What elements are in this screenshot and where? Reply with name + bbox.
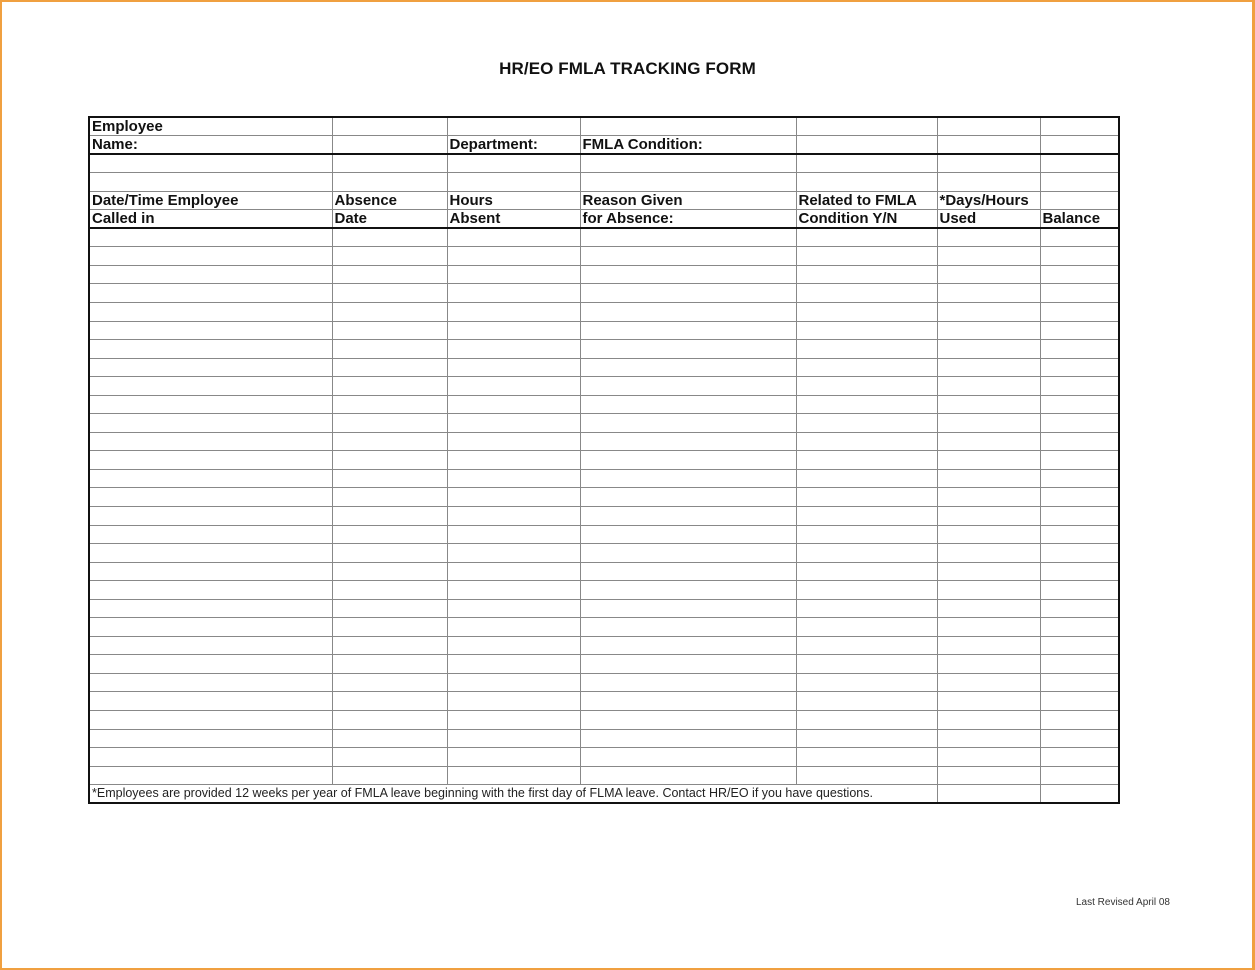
days-hours-used-cell[interactable] [937, 692, 1040, 711]
header-hours-absent: Hours [447, 191, 580, 210]
related-to-fmla-cell[interactable] [796, 673, 937, 692]
table-row [89, 562, 1119, 581]
balance-cell[interactable] [1040, 636, 1119, 655]
absence-date-cell[interactable] [332, 302, 447, 321]
days-hours-used-cell[interactable] [937, 414, 1040, 433]
related-to-fmla-cell[interactable] [796, 599, 937, 618]
header-days-hours-used: *Days/Hours [937, 191, 1040, 210]
absence-date-cell[interactable] [332, 766, 447, 785]
hours-absent-cell[interactable] [447, 636, 580, 655]
days-hours-used-cell[interactable] [937, 655, 1040, 674]
department-label: Department: [447, 136, 580, 155]
blank-cell[interactable] [332, 154, 447, 173]
blank-cell[interactable] [937, 117, 1040, 136]
related-to-fmla-cell[interactable] [796, 581, 937, 600]
reason-cell[interactable] [580, 673, 796, 692]
balance-cell[interactable] [1040, 247, 1119, 266]
balance-cell[interactable] [1040, 377, 1119, 396]
balance-cell[interactable] [1040, 673, 1119, 692]
balance-cell[interactable] [1040, 228, 1119, 247]
balance-cell[interactable] [1040, 748, 1119, 767]
related-to-fmla-cell[interactable] [796, 488, 937, 507]
table-row [89, 395, 1119, 414]
table-row [89, 729, 1119, 748]
absence-date-cell[interactable] [332, 228, 447, 247]
date-time-called-cell[interactable] [89, 544, 332, 563]
balance-cell[interactable] [1040, 581, 1119, 600]
date-time-called-cell[interactable] [89, 748, 332, 767]
table-row [89, 692, 1119, 711]
days-hours-used-cell[interactable] [937, 377, 1040, 396]
date-time-called-cell[interactable] [89, 469, 332, 488]
absence-date-cell[interactable] [332, 636, 447, 655]
table-row [89, 506, 1119, 525]
header-hours-absent: Absent [447, 210, 580, 229]
hours-absent-cell[interactable] [447, 377, 580, 396]
reason-cell[interactable] [580, 377, 796, 396]
days-hours-used-cell[interactable] [937, 562, 1040, 581]
header-reason-given: Reason Given [580, 191, 796, 210]
hours-absent-cell[interactable] [447, 673, 580, 692]
days-hours-used-cell[interactable] [937, 581, 1040, 600]
days-hours-used-cell[interactable] [937, 618, 1040, 637]
related-to-fmla-cell[interactable] [796, 284, 937, 303]
hours-absent-cell[interactable] [447, 247, 580, 266]
related-to-fmla-cell[interactable] [796, 748, 937, 767]
related-to-fmla-cell[interactable] [796, 618, 937, 637]
days-hours-used-cell[interactable] [937, 451, 1040, 470]
balance-cell[interactable] [1040, 729, 1119, 748]
date-time-called-cell[interactable] [89, 599, 332, 618]
related-to-fmla-cell[interactable] [796, 395, 937, 414]
header-balance: Balance [1040, 210, 1119, 229]
reason-cell[interactable] [580, 562, 796, 581]
days-hours-used-cell[interactable] [937, 302, 1040, 321]
name-label: Name: [89, 136, 332, 155]
related-to-fmla-cell[interactable] [796, 544, 937, 563]
reason-cell[interactable] [580, 321, 796, 340]
fmla-tracking-table [88, 116, 1120, 804]
absence-date-cell[interactable] [332, 711, 447, 730]
date-time-called-cell[interactable] [89, 247, 332, 266]
related-to-fmla-cell[interactable] [796, 766, 937, 785]
absence-date-cell[interactable] [332, 673, 447, 692]
column-header-row-1 [89, 191, 1119, 210]
hours-absent-cell[interactable] [447, 618, 580, 637]
reason-cell[interactable] [580, 525, 796, 544]
date-time-called-cell[interactable] [89, 414, 332, 433]
blank-cell[interactable] [580, 173, 796, 192]
blank-cell[interactable] [447, 154, 580, 173]
balance-cell[interactable] [1040, 785, 1119, 804]
footnote-row [89, 785, 1119, 804]
table-row [89, 525, 1119, 544]
absence-date-cell[interactable] [332, 692, 447, 711]
related-to-fmla-cell[interactable] [796, 711, 937, 730]
table-row [89, 748, 1119, 767]
table-row [89, 358, 1119, 377]
related-to-fmla-cell[interactable] [796, 525, 937, 544]
absence-date-cell[interactable] [332, 748, 447, 767]
table-row [89, 544, 1119, 563]
blank-cell[interactable] [580, 117, 796, 136]
related-to-fmla-cell[interactable] [796, 636, 937, 655]
absence-date-cell[interactable] [332, 599, 447, 618]
blank-cell[interactable] [447, 173, 580, 192]
hours-absent-cell[interactable] [447, 358, 580, 377]
hours-absent-cell[interactable] [447, 488, 580, 507]
balance-cell[interactable] [1040, 340, 1119, 359]
balance-cell[interactable] [1040, 488, 1119, 507]
header-reason-given: for Absence: [580, 210, 796, 229]
balance-cell[interactable] [1040, 766, 1119, 785]
balance-cell[interactable] [1040, 414, 1119, 433]
days-hours-used-cell[interactable] [937, 636, 1040, 655]
balance-cell[interactable] [1040, 692, 1119, 711]
related-to-fmla-cell[interactable] [796, 729, 937, 748]
absence-date-cell[interactable] [332, 451, 447, 470]
reason-cell[interactable] [580, 748, 796, 767]
reason-cell[interactable] [580, 469, 796, 488]
employee-info-row-1 [89, 117, 1119, 136]
days-hours-used-cell[interactable] [937, 432, 1040, 451]
absence-date-cell[interactable] [332, 544, 447, 563]
blank-cell[interactable] [937, 154, 1040, 173]
absence-date-cell[interactable] [332, 618, 447, 637]
table-row [89, 247, 1119, 266]
hours-absent-cell[interactable] [447, 599, 580, 618]
absence-date-cell[interactable] [332, 247, 447, 266]
reason-cell[interactable] [580, 692, 796, 711]
days-hours-used-cell[interactable] [937, 785, 1040, 804]
reason-cell[interactable] [580, 655, 796, 674]
absence-date-cell[interactable] [332, 414, 447, 433]
hours-absent-cell[interactable] [447, 655, 580, 674]
days-hours-used-cell[interactable] [937, 525, 1040, 544]
hours-absent-cell[interactable] [447, 506, 580, 525]
balance-cell[interactable] [1040, 284, 1119, 303]
days-hours-used-cell[interactable] [937, 711, 1040, 730]
blank-cell[interactable] [332, 173, 447, 192]
reason-cell[interactable] [580, 284, 796, 303]
blank-cell[interactable] [796, 173, 937, 192]
hours-absent-cell[interactable] [447, 525, 580, 544]
reason-cell[interactable] [580, 432, 796, 451]
hours-absent-cell[interactable] [447, 340, 580, 359]
reason-cell[interactable] [580, 395, 796, 414]
absence-date-cell[interactable] [332, 506, 447, 525]
table-row [89, 302, 1119, 321]
related-to-fmla-cell[interactable] [796, 302, 937, 321]
table-row [89, 284, 1119, 303]
reason-cell[interactable] [580, 618, 796, 637]
table-row [89, 618, 1119, 637]
table-row [89, 636, 1119, 655]
absence-date-cell[interactable] [332, 562, 447, 581]
days-hours-used-cell[interactable] [937, 469, 1040, 488]
hours-absent-cell[interactable] [447, 748, 580, 767]
hours-absent-cell[interactable] [447, 581, 580, 600]
related-to-fmla-cell[interactable] [796, 655, 937, 674]
absence-date-cell[interactable] [332, 265, 447, 284]
balance-cell[interactable] [1040, 321, 1119, 340]
hours-absent-cell[interactable] [447, 451, 580, 470]
reason-cell[interactable] [580, 711, 796, 730]
days-hours-used-cell[interactable] [937, 766, 1040, 785]
reason-cell[interactable] [580, 358, 796, 377]
date-time-called-cell[interactable] [89, 636, 332, 655]
header-date-time-called: Date/Time Employee [89, 191, 332, 210]
hours-absent-cell[interactable] [447, 395, 580, 414]
date-time-called-cell[interactable] [89, 729, 332, 748]
related-to-fmla-cell[interactable] [796, 321, 937, 340]
related-to-fmla-cell[interactable] [796, 451, 937, 470]
header-balance [1040, 191, 1119, 210]
fmla-condition-label: FMLA Condition: [580, 136, 796, 155]
hours-absent-cell[interactable] [447, 414, 580, 433]
blank-cell[interactable] [796, 117, 937, 136]
hours-absent-cell[interactable] [447, 766, 580, 785]
hours-absent-cell[interactable] [447, 228, 580, 247]
hours-absent-cell[interactable] [447, 729, 580, 748]
days-hours-used-cell[interactable] [937, 321, 1040, 340]
date-time-called-cell[interactable] [89, 432, 332, 451]
employee-info-row-2 [89, 136, 1119, 155]
balance-cell[interactable] [1040, 525, 1119, 544]
last-revised-note: Last Revised April 08 [1076, 897, 1170, 908]
employee-name-field[interactable] [332, 117, 447, 136]
absence-date-cell[interactable] [332, 655, 447, 674]
date-time-called-cell[interactable] [89, 284, 332, 303]
date-time-called-cell[interactable] [89, 395, 332, 414]
table-row [89, 321, 1119, 340]
date-time-called-cell[interactable] [89, 655, 332, 674]
absence-date-cell[interactable] [332, 581, 447, 600]
header-absence-date: Date [332, 210, 447, 229]
reason-cell[interactable] [580, 581, 796, 600]
days-hours-used-cell[interactable] [937, 506, 1040, 525]
blank-cell[interactable] [89, 173, 332, 192]
related-to-fmla-cell[interactable] [796, 469, 937, 488]
hours-absent-cell[interactable] [447, 711, 580, 730]
reason-cell[interactable] [580, 488, 796, 507]
table-row [89, 265, 1119, 284]
reason-cell[interactable] [580, 265, 796, 284]
related-to-fmla-cell[interactable] [796, 414, 937, 433]
days-hours-used-cell[interactable] [937, 488, 1040, 507]
absence-date-cell[interactable] [332, 395, 447, 414]
balance-cell[interactable] [1040, 618, 1119, 637]
reason-cell[interactable] [580, 729, 796, 748]
date-time-called-cell[interactable] [89, 581, 332, 600]
table-row [89, 581, 1119, 600]
table-row [89, 451, 1119, 470]
absence-date-cell[interactable] [332, 321, 447, 340]
hours-absent-cell[interactable] [447, 692, 580, 711]
related-to-fmla-cell[interactable] [796, 692, 937, 711]
fmla-condition-field[interactable] [796, 136, 937, 155]
date-time-called-cell[interactable] [89, 340, 332, 359]
reason-cell[interactable] [580, 599, 796, 618]
balance-cell[interactable] [1040, 358, 1119, 377]
reason-cell[interactable] [580, 636, 796, 655]
days-hours-used-cell[interactable] [937, 340, 1040, 359]
related-to-fmla-cell[interactable] [796, 432, 937, 451]
balance-cell[interactable] [1040, 711, 1119, 730]
table-row [89, 228, 1119, 247]
table-row [89, 432, 1119, 451]
table-row [89, 673, 1119, 692]
reason-cell[interactable] [580, 340, 796, 359]
date-time-called-cell[interactable] [89, 377, 332, 396]
reason-cell[interactable] [580, 544, 796, 563]
blank-cell[interactable] [1040, 154, 1119, 173]
date-time-called-cell[interactable] [89, 562, 332, 581]
reason-cell[interactable] [580, 414, 796, 433]
days-hours-used-cell[interactable] [937, 284, 1040, 303]
date-time-called-cell[interactable] [89, 692, 332, 711]
related-to-fmla-cell[interactable] [796, 228, 937, 247]
hours-absent-cell[interactable] [447, 302, 580, 321]
date-time-called-cell[interactable] [89, 358, 332, 377]
related-to-fmla-cell[interactable] [796, 358, 937, 377]
balance-cell[interactable] [1040, 265, 1119, 284]
blank-cell[interactable] [580, 154, 796, 173]
balance-cell[interactable] [1040, 302, 1119, 321]
employee-name-field[interactable] [332, 136, 447, 155]
table-row [89, 655, 1119, 674]
reason-cell[interactable] [580, 766, 796, 785]
date-time-called-cell[interactable] [89, 321, 332, 340]
absence-date-cell[interactable] [332, 284, 447, 303]
blank-cell[interactable] [1040, 173, 1119, 192]
date-time-called-cell[interactable] [89, 228, 332, 247]
days-hours-used-cell[interactable] [937, 358, 1040, 377]
absence-date-cell[interactable] [332, 340, 447, 359]
table-row [89, 711, 1119, 730]
days-hours-used-cell[interactable] [937, 673, 1040, 692]
reason-cell[interactable] [580, 506, 796, 525]
related-to-fmla-cell[interactable] [796, 506, 937, 525]
absence-date-cell[interactable] [332, 729, 447, 748]
table-row [89, 414, 1119, 433]
reason-cell[interactable] [580, 451, 796, 470]
date-time-called-cell[interactable] [89, 711, 332, 730]
hours-absent-cell[interactable] [447, 432, 580, 451]
days-hours-used-cell[interactable] [937, 599, 1040, 618]
date-time-called-cell[interactable] [89, 506, 332, 525]
form-title: HR/EO FMLA TRACKING FORM [499, 59, 756, 78]
absence-date-cell[interactable] [332, 432, 447, 451]
days-hours-used-cell[interactable] [937, 228, 1040, 247]
balance-cell[interactable] [1040, 469, 1119, 488]
hours-absent-cell[interactable] [447, 544, 580, 563]
footnote-text: *Employees are provided 12 weeks per year of FMLA leave beginning with the first day of FLMA leave. Contact HR/EO if you have questions. [89, 785, 937, 804]
date-time-called-cell[interactable] [89, 618, 332, 637]
balance-cell[interactable] [1040, 544, 1119, 563]
blank-cell[interactable] [796, 154, 937, 173]
related-to-fmla-cell[interactable] [796, 377, 937, 396]
blank-cell[interactable] [1040, 136, 1119, 155]
absence-date-cell[interactable] [332, 377, 447, 396]
balance-cell[interactable] [1040, 599, 1119, 618]
days-hours-used-cell[interactable] [937, 729, 1040, 748]
days-hours-used-cell[interactable] [937, 247, 1040, 266]
hours-absent-cell[interactable] [447, 265, 580, 284]
blank-cell[interactable] [937, 173, 1040, 192]
spacer-row [89, 154, 1119, 173]
column-header-row-2 [89, 210, 1119, 229]
date-time-called-cell[interactable] [89, 766, 332, 785]
header-date-time-called: Called in [89, 210, 332, 229]
days-hours-used-cell[interactable] [937, 265, 1040, 284]
days-hours-used-cell[interactable] [937, 748, 1040, 767]
related-to-fmla-cell[interactable] [796, 562, 937, 581]
balance-cell[interactable] [1040, 562, 1119, 581]
blank-cell[interactable] [937, 136, 1040, 155]
reason-cell[interactable] [580, 228, 796, 247]
table-row [89, 377, 1119, 396]
header-days-hours-used: Used [937, 210, 1040, 229]
date-time-called-cell[interactable] [89, 673, 332, 692]
balance-cell[interactable] [1040, 506, 1119, 525]
balance-cell[interactable] [1040, 451, 1119, 470]
header-absence-date: Absence [332, 191, 447, 210]
balance-cell[interactable] [1040, 395, 1119, 414]
employee-label: Employee [89, 117, 332, 136]
header-related-to-fmla: Condition Y/N [796, 210, 937, 229]
date-time-called-cell[interactable] [89, 525, 332, 544]
hours-absent-cell[interactable] [447, 284, 580, 303]
related-to-fmla-cell[interactable] [796, 247, 937, 266]
absence-date-cell[interactable] [332, 488, 447, 507]
balance-cell[interactable] [1040, 655, 1119, 674]
absence-date-cell[interactable] [332, 358, 447, 377]
hours-absent-cell[interactable] [447, 469, 580, 488]
reason-cell[interactable] [580, 247, 796, 266]
spacer-row [89, 173, 1119, 192]
header-related-to-fmla: Related to FMLA [796, 191, 937, 210]
days-hours-used-cell[interactable] [937, 544, 1040, 563]
date-time-called-cell[interactable] [89, 451, 332, 470]
reason-cell[interactable] [580, 302, 796, 321]
date-time-called-cell[interactable] [89, 265, 332, 284]
balance-cell[interactable] [1040, 432, 1119, 451]
department-field[interactable] [89, 154, 332, 173]
blank-cell[interactable] [447, 117, 580, 136]
date-time-called-cell[interactable] [89, 302, 332, 321]
date-time-called-cell[interactable] [89, 488, 332, 507]
blank-cell[interactable] [1040, 117, 1119, 136]
related-to-fmla-cell[interactable] [796, 265, 937, 284]
absence-date-cell[interactable] [332, 469, 447, 488]
table-row [89, 599, 1119, 618]
table-row [89, 766, 1119, 785]
table-row [89, 469, 1119, 488]
days-hours-used-cell[interactable] [937, 395, 1040, 414]
hours-absent-cell[interactable] [447, 321, 580, 340]
related-to-fmla-cell[interactable] [796, 340, 937, 359]
hours-absent-cell[interactable] [447, 562, 580, 581]
absence-date-cell[interactable] [332, 525, 447, 544]
table-row [89, 340, 1119, 359]
table-row [89, 488, 1119, 507]
